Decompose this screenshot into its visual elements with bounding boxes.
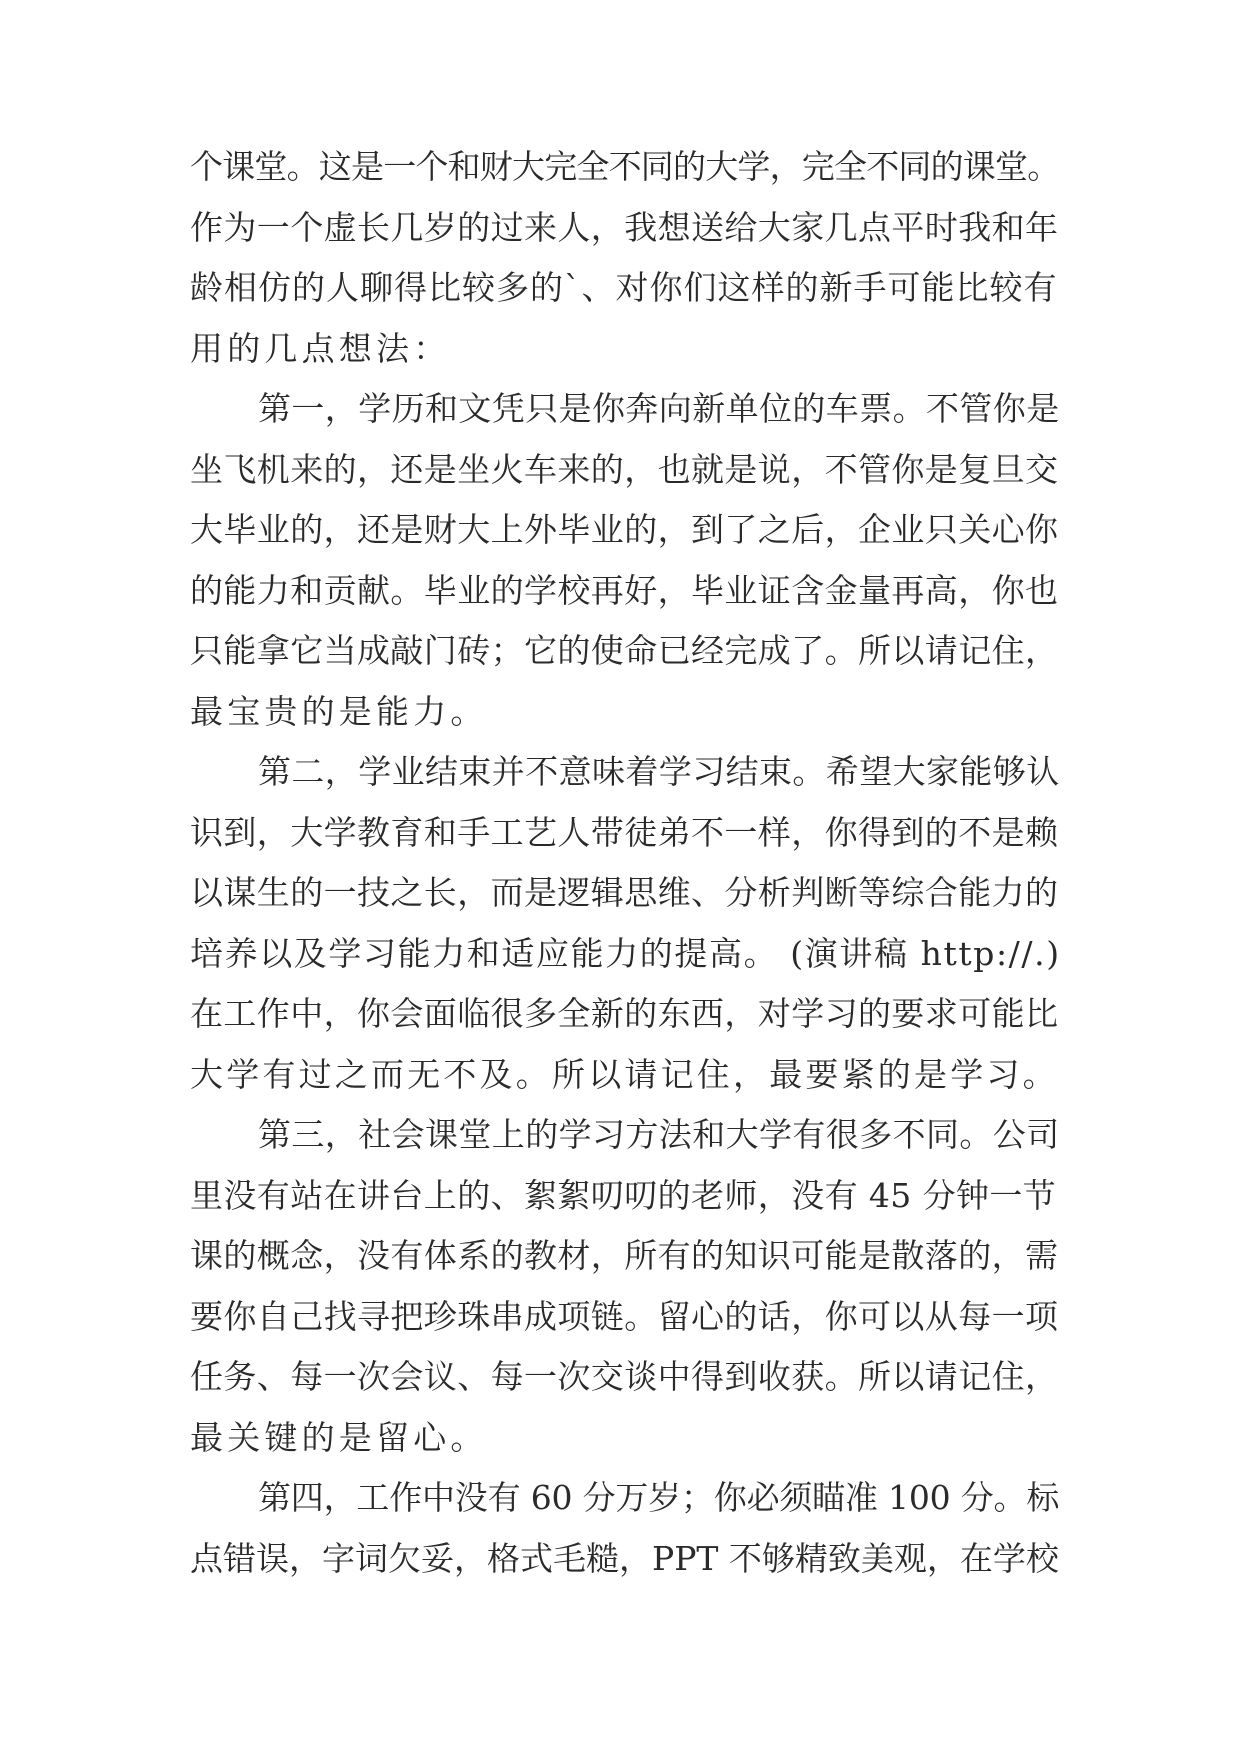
text-line: 要你自己找寻把珍珠串成项链。留心的话，你可以从每一项 <box>190 1296 1059 1336</box>
text-line: 只能拿它当成敲门砖；它的使命已经完成了。所以请记住， <box>190 631 1059 670</box>
text-line: 识到，大学教育和手工艺人带徒弟不一样，你得到的不是赖 <box>190 812 1059 852</box>
text-line: 作为一个虚长几岁的过来人，我想送给大家几点平时我和年 <box>190 207 1059 247</box>
paragraph-first-line: 第一，学历和文凭只是你奔向新单位的车票。不管你是 <box>258 389 1060 428</box>
text-line: 点错误，字词欠妥，格式毛糙，PPT 不够精致美观，在学校 <box>190 1538 1059 1578</box>
paragraph-first-line: 第二，学业结束并不意味着学习结束。希望大家能够认 <box>258 752 1060 791</box>
text-line: 以谋生的一技之长，而是逻辑思维、分析判断等综合能力的 <box>190 873 1059 912</box>
text-line: 坐飞机来的，还是坐火车来的，也就是说，不管你是复旦交 <box>190 449 1059 489</box>
document-body <box>190 137 1060 1589</box>
text-line: 任务、每一次会议、每一次交谈中得到收获。所以请记住， <box>190 1357 1059 1396</box>
text-line: 的能力和贡献。毕业的学校再好，毕业证含金量再高，你也 <box>190 570 1059 610</box>
text-line: 里没有站在讲台上的、絮絮叨叨的老师，没有 45 分钟一节 <box>190 1175 1057 1215</box>
paragraph-first-line: 第四，工作中没有 60 分万岁；你必须瞄准 100 分。标 <box>258 1478 1060 1517</box>
text-line: 最宝贵的是能力。 <box>190 691 488 731</box>
paragraph-first-line: 第三，社会课堂上的学习方法和大学有很多不同。公司 <box>258 1115 1060 1154</box>
text-line: 最关键的是留心。 <box>190 1417 488 1457</box>
text-line: 龄相仿的人聊得比较多的`、对你们这样的新手可能比较有 <box>190 268 1058 307</box>
text-line: 个课堂。这是一个和财大完全不同的大学，完全不同的课堂。 <box>190 147 1060 186</box>
text-line: 在工作中，你会面临很多全新的东西，对学习的要求可能比 <box>190 994 1059 1033</box>
text-line: 大学有过之而无不及。所以请记住，最要紧的是学习。 <box>190 1054 1059 1094</box>
text-line: 课的概念，没有体系的教材，所有的知识可能是散落的，需 <box>190 1236 1059 1275</box>
text-line: 用的几点想法： <box>190 328 451 368</box>
text-line: 培养以及学习能力和适应能力的提高。 (演讲稿 http://.) <box>190 933 1061 973</box>
text-line: 大毕业的，还是财大上外毕业的，到了之后，企业只关心你 <box>190 510 1059 549</box>
